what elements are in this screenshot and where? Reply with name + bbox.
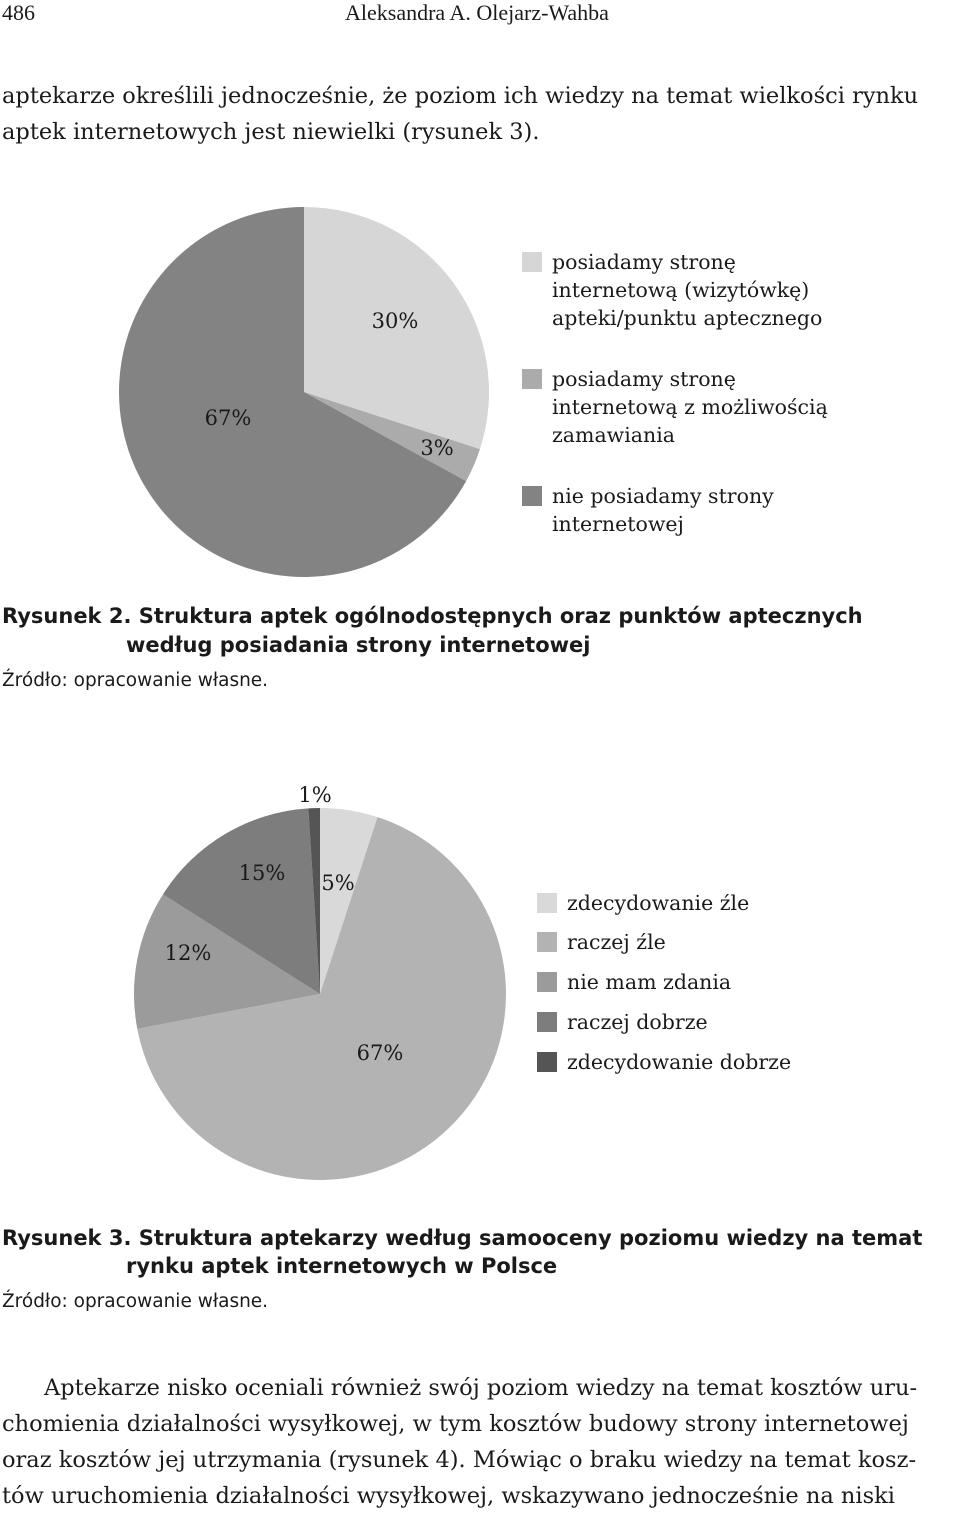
figure2-source: Źródło: opracowanie własne. xyxy=(2,670,269,691)
closing-line-2: chomienia działalności wysyłkowej, w tym kosztów budowy strony internetowej xyxy=(2,1411,909,1437)
intro-line-1: aptekarze określili jednocześnie, że poziom ich wiedzy na temat wielkości rynku xyxy=(2,83,919,109)
legend-label: raczej dobrze xyxy=(567,1010,708,1034)
figure2-slice-label-67: 67% xyxy=(204,406,252,430)
figure3-source: Źródło: opracowanie własne. xyxy=(2,1291,269,1312)
figure3-pie-chart xyxy=(0,770,520,1190)
figure3-slice-label-67: 67% xyxy=(356,1041,404,1065)
figure2-slices xyxy=(119,207,489,577)
figure3-caption-line-1: Rysunek 3. Struktura aptekarzy według samooceny poziomu wiedzy na temat xyxy=(2,1226,923,1250)
legend-label: nie posiadamy strony internetowej xyxy=(552,484,774,536)
closing-line-4: tów uruchomienia działalności wysyłkowej, wskazywano jednocześnie na niski xyxy=(2,1483,895,1509)
figure2-slice-label-30: 30% xyxy=(371,309,419,333)
legend-swatch xyxy=(537,893,557,913)
legend-label: posiadamy stronę internetową z możliwością zamawiania xyxy=(552,367,828,447)
figure3-legend-item-2 xyxy=(537,928,666,956)
page-number: 486 xyxy=(2,0,35,25)
figure2-slice-label-3: 3% xyxy=(420,436,454,460)
legend-swatch xyxy=(522,369,542,389)
figure2-caption-line-1: Rysunek 2. Struktura aptek ogólnodostępnych oraz punktów aptecznych xyxy=(2,604,863,628)
legend-swatch xyxy=(537,1012,557,1032)
legend-swatch xyxy=(522,486,542,506)
running-head-author: Aleksandra A. Olejarz-Wahba xyxy=(345,0,609,25)
legend-label: nie mam zdania xyxy=(567,970,732,994)
running-head xyxy=(0,0,960,30)
figure2-legend-item-website xyxy=(522,248,822,332)
figure3-legend-item-4 xyxy=(537,1008,708,1036)
legend-swatch xyxy=(537,972,557,992)
closing-line-3: oraz kosztów jej utrzymania (rysunek 4). Mówiąc o braku wiedzy na temat kosz- xyxy=(2,1447,917,1473)
closing-line-1: Aptekarze nisko oceniali również swój poziom wiedzy na temat kosztów uru- xyxy=(44,1375,918,1401)
figure2-legend-item-none xyxy=(522,482,774,538)
intro-line-2: aptek internetowych jest niewielki (rysunek 3). xyxy=(2,119,540,145)
figure2-caption-line-2: według posiadania strony internetowej xyxy=(126,633,591,657)
figure3-slice-label-15: 15% xyxy=(238,861,286,885)
figure3-legend-item-5 xyxy=(537,1048,791,1076)
legend-swatch xyxy=(537,1052,557,1072)
legend-label: zdecydowanie dobrze xyxy=(567,1050,792,1074)
figure3-slice-label-1: 1% xyxy=(298,783,332,807)
figure3-slice-label-5: 5% xyxy=(321,871,355,895)
legend-label: posiadamy stronę internetową (wizytówkę) apteki/punktu aptecznego xyxy=(552,250,823,330)
legend-label: zdecydowanie źle xyxy=(567,891,750,915)
legend-swatch xyxy=(537,932,557,952)
legend-label: raczej źle xyxy=(567,930,666,954)
figure2-legend-item-ordering xyxy=(522,365,828,449)
figure3-slices xyxy=(134,808,506,1180)
figure3-legend-item-3 xyxy=(537,968,731,996)
legend-swatch xyxy=(522,252,542,272)
figure3-slice-label-12: 12% xyxy=(164,941,212,965)
figure3-caption-line-2: rynku aptek internetowych w Polsce xyxy=(126,1254,558,1278)
figure3-legend-item-1 xyxy=(537,889,749,917)
figure2-pie-chart xyxy=(0,190,520,590)
